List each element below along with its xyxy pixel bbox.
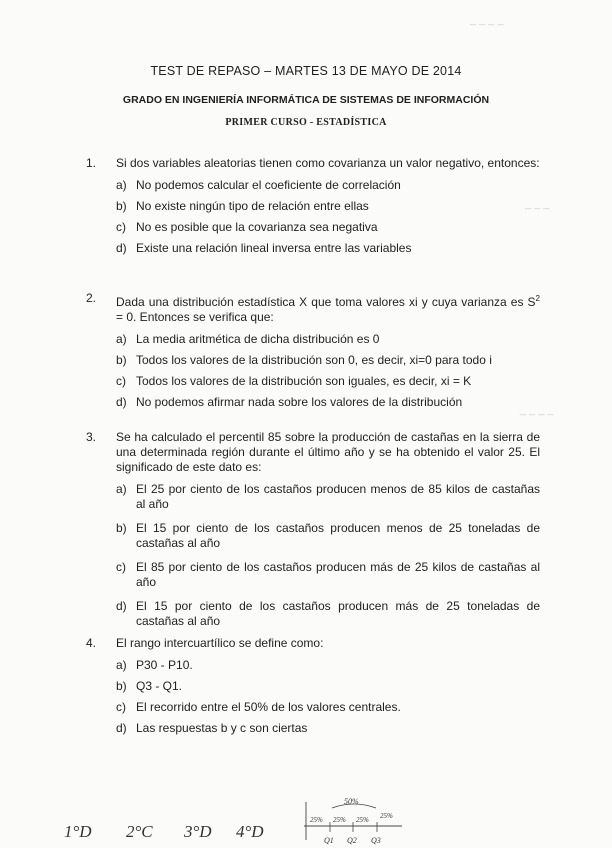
option-letter: b) (116, 679, 127, 693)
option-text: El 15 por ciento de los castaños producen menos de 25 toneladas de castañas al año (136, 521, 540, 550)
option-b[interactable] (116, 521, 540, 551)
option-text: Q3 - Q1. (136, 679, 183, 693)
option-d[interactable] (116, 721, 540, 736)
question-stem: El rango intercuartílico se define como: (116, 636, 324, 650)
option-letter: d) (116, 599, 127, 613)
option-b[interactable] (116, 679, 540, 694)
option-a[interactable] (116, 178, 540, 193)
handwritten-answer-4: 4°D (236, 822, 264, 841)
option-a[interactable] (116, 658, 540, 673)
sketch-quartile-label: Q3 (371, 836, 381, 845)
option-c[interactable] (116, 220, 540, 235)
sketch-segment-label: 25% (333, 816, 346, 824)
bleed-through-text: _ _ _ _ (520, 404, 554, 416)
option-text: No podemos calcular el coeficiente de correlación (136, 178, 401, 192)
option-letter: a) (116, 658, 127, 672)
question-4 (86, 636, 540, 742)
option-letter: c) (116, 374, 126, 388)
option-letter: a) (116, 332, 127, 346)
option-letter: d) (116, 395, 127, 409)
options-list (116, 482, 540, 629)
option-c[interactable] (116, 700, 540, 715)
option-text: El 15 por ciento de los castaños producen más de 25 toneladas de castañas al año (136, 599, 540, 628)
options-list (116, 178, 540, 256)
option-text: Las respuestas b y c son ciertas (136, 721, 308, 735)
quartile-sketch (302, 796, 408, 846)
option-b[interactable] (116, 199, 540, 214)
question-number: 4. (86, 636, 97, 650)
option-text: La media aritmética de dicha distribución es 0 (136, 332, 380, 346)
option-text: No existe ningún tipo de relación entre ellas (136, 199, 369, 213)
sketch-segment-label: 25% (310, 816, 323, 824)
option-letter: a) (116, 482, 127, 496)
superscript: 2 (535, 294, 540, 303)
stem-text: Dada una distribución estadística X que toma valores xi y cuya varianza es S (116, 295, 536, 309)
handwritten-answer-2: 2°C (126, 822, 153, 841)
option-letter: c) (116, 700, 126, 714)
question-number: 1. (86, 156, 97, 170)
option-letter: b) (116, 199, 127, 213)
handwritten-answer-1: 1°D (64, 822, 92, 841)
option-text: No podemos afirmar nada sobre los valores de la distribución (136, 395, 463, 409)
options-list (116, 332, 540, 410)
question-stem (116, 291, 540, 325)
sketch-quartile-label: Q2 (347, 836, 357, 845)
question-stem: Se ha calculado el percentil 85 sobre la producción de castañas en la sierra de una determinada región durante el último año y se ha obtenido el valor 25. El significado de este dato es: (116, 430, 540, 474)
course-heading: PRIMER CURSO - ESTADÍSTICA (225, 117, 387, 128)
option-text: Todos los valores de la distribución son iguales, es decir, xi = K (136, 374, 472, 388)
option-letter: a) (116, 178, 127, 192)
option-letter: c) (116, 220, 126, 234)
options-list (116, 658, 540, 736)
sketch-segment-label: 25% (380, 812, 393, 820)
option-text: El 85 por ciento de los castaños producen más de 25 kilos de castañas al año (136, 560, 540, 589)
option-text: P30 - P10. (136, 658, 193, 672)
option-letter: b) (116, 521, 127, 535)
option-c[interactable] (116, 374, 540, 389)
question-stem: Si dos variables aleatorias tienen como covarianza un valor negativo, entonces: (116, 156, 540, 170)
question-2 (86, 291, 540, 416)
bleed-through-text: _ _ _ _ (470, 14, 504, 26)
option-text: No es posible que la covarianza sea negativa (136, 220, 378, 234)
option-a[interactable] (116, 482, 540, 512)
option-d[interactable] (116, 395, 540, 410)
option-text: Todos los valores de la distribución son 0, es decir, xi=0 para todo i (136, 353, 492, 367)
option-letter: d) (116, 721, 127, 735)
degree-heading: GRADO EN INGENIERÍA INFORMÁTICA DE SISTEMAS DE INFORMACIÓN (122, 94, 490, 106)
question-1 (86, 156, 540, 262)
handwritten-answer-3: 3°D (184, 822, 212, 841)
bleed-through-text: _ _ _ (525, 198, 550, 210)
option-text: El recorrido entre el 50% de los valores centrales. (136, 700, 401, 714)
option-letter: c) (116, 560, 126, 574)
option-text: Existe una relación lineal inversa entre las variables (136, 241, 412, 255)
sketch-quartile-label: Q1 (324, 836, 334, 845)
option-b[interactable] (116, 353, 540, 368)
option-c[interactable] (116, 560, 540, 590)
stem-text: = 0. Entonces se verifica que: (116, 310, 274, 324)
option-a[interactable] (116, 332, 540, 347)
option-d[interactable] (116, 241, 540, 256)
question-number: 2. (86, 291, 97, 305)
question-number: 3. (86, 430, 97, 444)
question-3 (86, 430, 540, 638)
option-letter: b) (116, 353, 127, 367)
sketch-segment-label: 25% (356, 816, 369, 824)
option-text: El 25 por ciento de los castaños producen menos de 85 kilos de castañas al año (136, 482, 540, 511)
page-title: TEST DE REPASO – MARTES 13 DE MAYO DE 2014 (150, 64, 462, 78)
option-d[interactable] (116, 599, 540, 629)
sketch-top-label: 50% (344, 797, 359, 806)
option-letter: d) (116, 241, 127, 255)
